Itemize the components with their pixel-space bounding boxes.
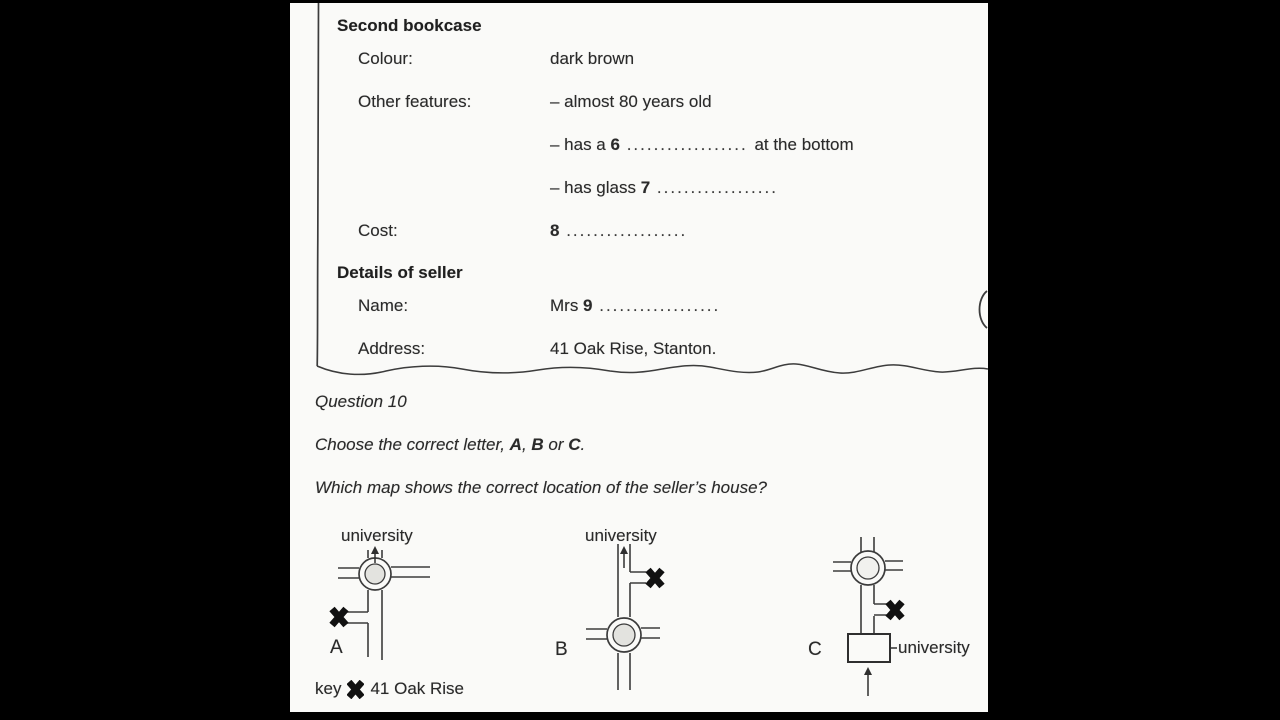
answer-blank-8: .................. <box>559 221 688 240</box>
feature-item-2 <box>550 135 854 155</box>
page-curl <box>980 291 988 328</box>
map-c-drawing <box>833 537 903 696</box>
house-marker-icon <box>888 602 902 618</box>
roundabout-c <box>851 551 885 585</box>
map-a-university-label: university <box>341 526 413 545</box>
answer-blank-9: .................. <box>592 296 721 315</box>
option-letter-c: C <box>568 435 581 454</box>
map-key <box>315 679 464 699</box>
section-title-second-bookcase: Second bookcase <box>337 16 482 35</box>
feature-item-1: – almost 80 years old <box>550 92 712 111</box>
name-prefix: Mrs <box>550 296 584 315</box>
scanned-test-page <box>290 3 988 712</box>
instruction-text: Choose the correct letter, <box>315 435 510 454</box>
cost-value <box>550 221 687 241</box>
map-b-drawing <box>586 544 662 690</box>
blank-number-6: 6 <box>610 135 620 154</box>
question-instruction <box>315 435 585 455</box>
colour-label: Colour: <box>358 49 413 68</box>
feature-2-text: – has a <box>550 135 611 154</box>
house-marker-icon <box>648 570 662 586</box>
blank-number-8: 8 <box>550 221 560 240</box>
map-b-university-label: university <box>585 526 657 545</box>
address-value: 41 Oak Rise, Stanton. <box>550 339 717 358</box>
answer-blank-6: .................. <box>619 135 755 154</box>
section-title-details-of-seller: Details of seller <box>337 263 463 282</box>
other-features-label: Other features: <box>358 92 472 111</box>
name-value <box>550 296 720 316</box>
question-title: Question 10 <box>315 392 407 411</box>
roundabout-a <box>359 558 391 590</box>
instruction-period: . <box>580 435 586 454</box>
map-c-label: C <box>808 639 822 660</box>
torn-paper-edge <box>317 364 988 375</box>
question-prompt: Which map shows the correct location of the seller’s house? <box>315 478 767 497</box>
map-b-label: B <box>555 639 568 660</box>
blank-number-9: 9 <box>583 296 593 315</box>
answer-blank-7: .................. <box>650 178 778 197</box>
colour-value: dark brown <box>550 49 635 68</box>
map-a-drawing <box>332 546 430 660</box>
map-c-university-label: university <box>898 638 970 657</box>
feature-item-3 <box>550 178 778 198</box>
blank-number-7: 7 <box>640 178 651 197</box>
cost-label: Cost: <box>358 221 398 240</box>
form-left-border <box>317 3 318 366</box>
key-meaning: 41 Oak Rise <box>370 679 465 698</box>
roundabout-b <box>607 618 641 652</box>
address-label: Address: <box>358 339 426 358</box>
name-label: Name: <box>358 296 409 315</box>
key-word: key <box>315 679 342 698</box>
house-marker-icon <box>332 609 346 625</box>
house-marker-icon <box>347 680 364 699</box>
instruction-or: or <box>543 435 569 454</box>
option-letter-b: B <box>531 435 544 454</box>
feature-2-suffix: at the bottom <box>754 135 854 154</box>
map-a-label: A <box>330 637 343 658</box>
university-building <box>848 634 890 662</box>
instruction-sep: , <box>521 435 532 454</box>
feature-3-text: – has glass <box>550 178 641 197</box>
option-letter-a: A <box>509 435 522 454</box>
